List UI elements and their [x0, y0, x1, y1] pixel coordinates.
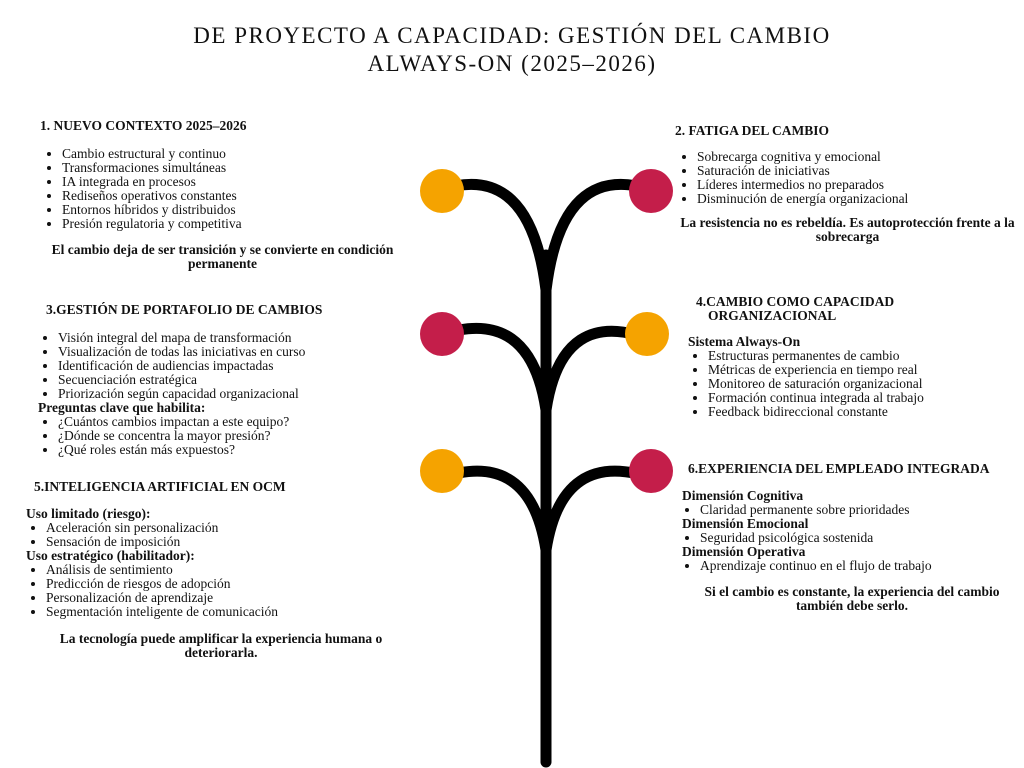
- section-2-list: [675, 150, 1020, 206]
- section-1: [40, 119, 400, 271]
- section-4-subheading: Sistema Always-On: [688, 334, 801, 349]
- section-5-list-2: [26, 563, 416, 619]
- section-1-heading: 1. NUEVO CONTEXTO 2025–2026: [40, 118, 247, 133]
- list-item: • Líderes intermedios no preparados: [697, 178, 1020, 192]
- list-item: • Análisis de sentimiento: [46, 563, 416, 577]
- section-2: [675, 124, 1020, 244]
- section-5-note: La tecnología puede amplificar la experiencia humana o deteriorarla.: [59, 631, 383, 660]
- node-3-crimson: [420, 312, 464, 356]
- node-4-orange: [625, 312, 669, 356]
- section-3-list: [38, 331, 398, 401]
- list-item: • Disminución de energía organizacional: [697, 192, 1020, 206]
- section-3-subheading: Preguntas clave que habilita:: [38, 400, 206, 415]
- node-2-crimson: [629, 169, 673, 213]
- section-4-list: [696, 349, 1016, 419]
- list-item: • Feedback bidireccional constante: [708, 405, 1016, 419]
- list-item: • Sobrecarga cognitiva y emocional: [697, 150, 1020, 164]
- section-1-note: El cambio deja de ser transición y se convierte en condición permanente: [51, 242, 394, 271]
- list-item: • Monitoreo de saturación organizacional: [708, 377, 1016, 391]
- list-item: • Identificación de audiencias impactadas: [58, 359, 398, 373]
- section-5-subheading-1: Uso limitado (riesgo):: [26, 506, 151, 521]
- section-3-questions: [38, 415, 398, 457]
- section-6: [682, 462, 1022, 613]
- list-item: • ¿Dónde se concentra la mayor presión?: [58, 429, 398, 443]
- section-6-list-3: [682, 559, 1022, 573]
- section-3-heading: 3.GESTIÓN DE PORTAFOLIO DE CAMBIOS: [46, 302, 323, 317]
- list-item: • Métricas de experiencia en tiempo real: [708, 363, 1016, 377]
- list-item: • Seguridad psicológica sostenida: [700, 531, 1022, 545]
- section-6-heading: 6.EXPERIENCIA DEL EMPLEADO INTEGRADA: [688, 461, 990, 476]
- list-item: • Formación continua integrada al trabajo: [708, 391, 1016, 405]
- list-item: • ¿Cuántos cambios impactan a este equipo?: [58, 415, 398, 429]
- list-item: • Transformaciones simultáneas: [62, 161, 400, 175]
- node-6-crimson: [629, 449, 673, 493]
- list-item: • Aprendizaje continuo en el flujo de trabajo: [700, 559, 1022, 573]
- node-1-orange: [420, 169, 464, 213]
- list-item: • Priorización según capacidad organizacional: [58, 387, 398, 401]
- section-5-heading: 5.INTELIGENCIA ARTIFICIAL EN OCM: [34, 479, 286, 494]
- list-item: • Personalización de aprendizaje: [46, 591, 416, 605]
- list-item: • Segmentación inteligente de comunicación: [46, 605, 416, 619]
- list-item: • Saturación de iniciativas: [697, 164, 1020, 178]
- section-2-heading: 2. FATIGA DEL CAMBIO: [675, 123, 830, 138]
- section-6-dimension-operative: Dimensión Operativa: [682, 544, 806, 559]
- list-item: • Secuenciación estratégica: [58, 373, 398, 387]
- list-item: • Aceleración sin personalización: [46, 521, 416, 535]
- section-3: [38, 303, 398, 457]
- section-5-subheading-2: Uso estratégico (habilitador):: [26, 548, 195, 563]
- section-4: [688, 294, 1016, 419]
- list-item: • Visión integral del mapa de transformación: [58, 331, 398, 345]
- section-1-list: [40, 147, 400, 231]
- section-2-note: La resistencia no es rebeldía. Es autoprotección frente a la sobrecarga: [680, 215, 1015, 244]
- list-item: • ¿Qué roles están más expuestos?: [58, 443, 398, 457]
- node-5-orange: [420, 449, 464, 493]
- page-title: DE PROYECTO A CAPACIDAD: GESTIÓN DEL CAMBIO ALWAYS-ON (2025–2026): [193, 23, 831, 76]
- section-5: [26, 480, 416, 660]
- list-item: • Presión regulatoria y competitiva: [62, 217, 400, 231]
- list-item: • Visualización de todas las iniciativas en curso: [58, 345, 398, 359]
- list-item: • Cambio estructural y continuo: [62, 147, 400, 161]
- list-item: • Entornos híbridos y distribuidos: [62, 203, 400, 217]
- list-item: • Claridad permanente sobre prioridades: [700, 503, 1022, 517]
- list-item: • Sensación de imposición: [46, 535, 416, 549]
- list-item: • Predicción de riesgos de adopción: [46, 577, 416, 591]
- section-6-list-1: [682, 503, 1022, 517]
- section-6-list-2: [682, 531, 1022, 545]
- section-4-heading: 4.CAMBIO COMO CAPACIDAD ORGANIZACIONAL: [696, 294, 895, 323]
- section-6-note: Si el cambio es constante, la experiencia del cambio también debe serlo.: [704, 584, 1000, 613]
- list-item: • Rediseños operativos constantes: [62, 189, 400, 203]
- section-6-dimension-emotional: Dimensión Emocional: [682, 516, 809, 531]
- list-item: • IA integrada en procesos: [62, 175, 400, 189]
- section-6-dimension-cognitive: Dimensión Cognitiva: [682, 488, 804, 503]
- section-5-list-1: [26, 521, 416, 549]
- list-item: • Estructuras permanentes de cambio: [708, 349, 1016, 363]
